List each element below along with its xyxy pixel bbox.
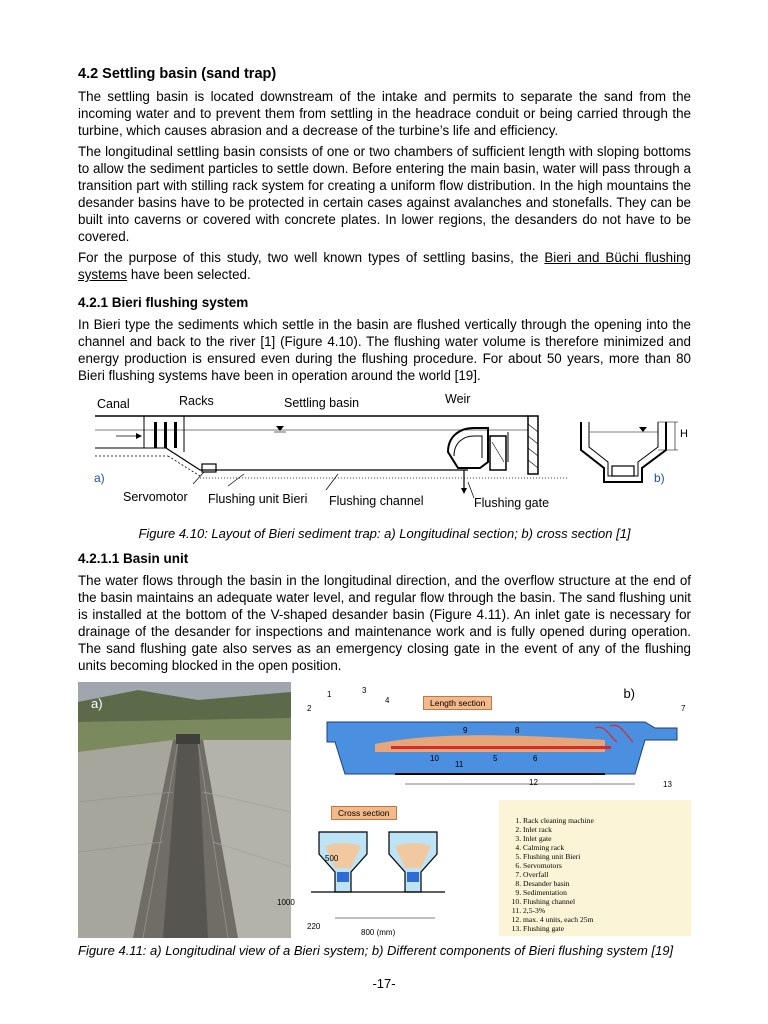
label-flushing-channel: Flushing channel bbox=[329, 494, 424, 508]
num-8: 8 bbox=[515, 726, 520, 735]
rack-2 bbox=[164, 422, 167, 448]
figure-4-10-caption: Figure 4.10: Layout of Bieri sediment trap: a) Longitudinal section; b) cross section [1] bbox=[138, 526, 631, 541]
paragraph-1: The settling basin is located downstream of the intake and permits to separate the sand from the incoming water and to prevent them from settling in the headrace conduit or being carried through the turbine, which causes abrasion and a decrease of the turbine’s life and efficiency. bbox=[78, 89, 691, 138]
paragraph-4: In Bieri type the sediments which settle in the basin are flushed vertically through the opening into the channel and back to the river [1] (Figure 4.10). The flushing water volume is therefore minimized and energy production is ensured even during the flushing procedure. For about 50 years, more than 80 Bieri flushing systems have been in operation around the world [19]. bbox=[78, 317, 691, 383]
rack-3 bbox=[174, 422, 177, 448]
dim-1000: 1000 bbox=[277, 898, 295, 907]
num-9: 9 bbox=[463, 726, 468, 735]
paragraph-3-end: have been selected. bbox=[127, 267, 251, 282]
legend-item: 13. Flushing gate bbox=[523, 924, 691, 933]
dim-500: 500 bbox=[325, 854, 339, 863]
num-12: 12 bbox=[529, 778, 538, 787]
components-legend bbox=[499, 800, 691, 936]
num-10: 10 bbox=[430, 754, 439, 763]
label-settling-basin: Settling basin bbox=[284, 396, 360, 410]
legend-item: 4. Calming rack bbox=[523, 843, 691, 852]
bieri-buchi-link[interactable]: Bieri and Büchi flushing systems bbox=[78, 250, 692, 282]
legend-item: 7. Overfall bbox=[523, 870, 691, 879]
page-number: -17- bbox=[372, 976, 396, 991]
figure-4-10 bbox=[78, 392, 691, 520]
components-diagram bbox=[277, 682, 691, 938]
label-weir: Weir bbox=[445, 392, 471, 406]
diagram-label-b: b) bbox=[623, 686, 635, 701]
rack-1 bbox=[154, 422, 157, 448]
legend-item: 9. Sedimentation bbox=[523, 888, 691, 897]
num-13: 13 bbox=[663, 780, 672, 789]
dim-800: 800 (mm) bbox=[361, 928, 396, 937]
num-3: 3 bbox=[362, 686, 367, 695]
photo-label-a: a) bbox=[91, 696, 103, 711]
subsubsection-title: 4.2.1.1 Basin unit bbox=[78, 551, 189, 566]
legend-item: 6. Servomotors bbox=[523, 861, 691, 870]
servomotor-shape bbox=[202, 464, 216, 472]
legend-item: 3. Inlet gate bbox=[523, 834, 691, 843]
legend-item: 10. Flushing channel bbox=[523, 897, 691, 906]
legend-item: 1. Rack cleaning machine bbox=[523, 816, 691, 825]
cross-section-badge: Cross section bbox=[331, 806, 397, 820]
label-a: a) bbox=[94, 471, 105, 485]
basin-photo bbox=[78, 682, 291, 938]
legend-item: 12. max. 4 units, each 25m bbox=[523, 915, 691, 924]
num-4: 4 bbox=[385, 696, 390, 705]
legend-item: 5. Flushing unit Bieri bbox=[523, 852, 691, 861]
figure-4-11-caption: Figure 4.11: a) Longitudinal view of a Bieri system; b) Different components of Bieri flushing system [19] bbox=[78, 943, 674, 958]
label-b: b) bbox=[654, 471, 665, 485]
legend-item: 8. Desander basin bbox=[523, 879, 691, 888]
num-5: 5 bbox=[493, 754, 498, 763]
legend-list bbox=[499, 800, 691, 933]
label-h: H bbox=[680, 428, 688, 440]
paragraph-2: The longitudinal settling basin consists of one or two chambers of sufficient length with sloping bottoms to allow the sediment particles to settle down. Before entering the main basin, water will pass through a transition part with stilling rack system for creating a uniform flow distribution. In the high mountains the desander basins have to be protected in certain cases against avalanches and stonefalls. They can be built into caverns or covered with concrete plates. In lower regions, the desanders do not have to be covered. bbox=[78, 144, 691, 244]
num-6: 6 bbox=[533, 754, 538, 763]
paragraph-3 bbox=[78, 249, 691, 283]
paragraph-3-start: For the purpose of this study, two well known types of settling basins, the bbox=[78, 250, 545, 265]
dim-220: 220 bbox=[307, 922, 321, 931]
subsection-title: 4.2.1 Bieri flushing system bbox=[78, 295, 249, 310]
paragraph-5: The water flows through the basin in the longitudinal direction, and the overflow structure at the end of the basin maintains an adequate water level, and regular flow through the basin. The sand flushing unit is installed at the bottom of the V-shaped desander basin (Figure 4.11). An inlet gate is necessary for drainage of the desander for inspections and maintenance work and is fully opened during operation. The sand flushing gate also serves as an emergency closing gate in the event of any of the flushing units becoming blocked in the open position. bbox=[78, 573, 691, 673]
basin-photo-drawing bbox=[78, 682, 291, 938]
label-servomotor: Servomotor bbox=[123, 490, 188, 504]
num-7: 7 bbox=[681, 704, 686, 713]
label-canal: Canal bbox=[97, 397, 130, 411]
num-1: 1 bbox=[327, 690, 332, 699]
label-racks: Racks bbox=[179, 394, 214, 408]
label-flushing-unit: Flushing unit Bieri bbox=[208, 492, 308, 506]
section-title: 4.2 Settling basin (sand trap) bbox=[78, 66, 277, 82]
figure-4-11 bbox=[78, 682, 691, 938]
num-2: 2 bbox=[307, 704, 312, 713]
page-content bbox=[78, 66, 691, 938]
num-11: 11 bbox=[455, 760, 464, 769]
length-section-badge: Length section bbox=[423, 696, 492, 710]
label-flushing-gate: Flushing gate bbox=[474, 496, 550, 510]
legend-item: 2. Inlet rack bbox=[523, 825, 691, 834]
legend-item: 11. 2,5-3% bbox=[523, 906, 691, 915]
